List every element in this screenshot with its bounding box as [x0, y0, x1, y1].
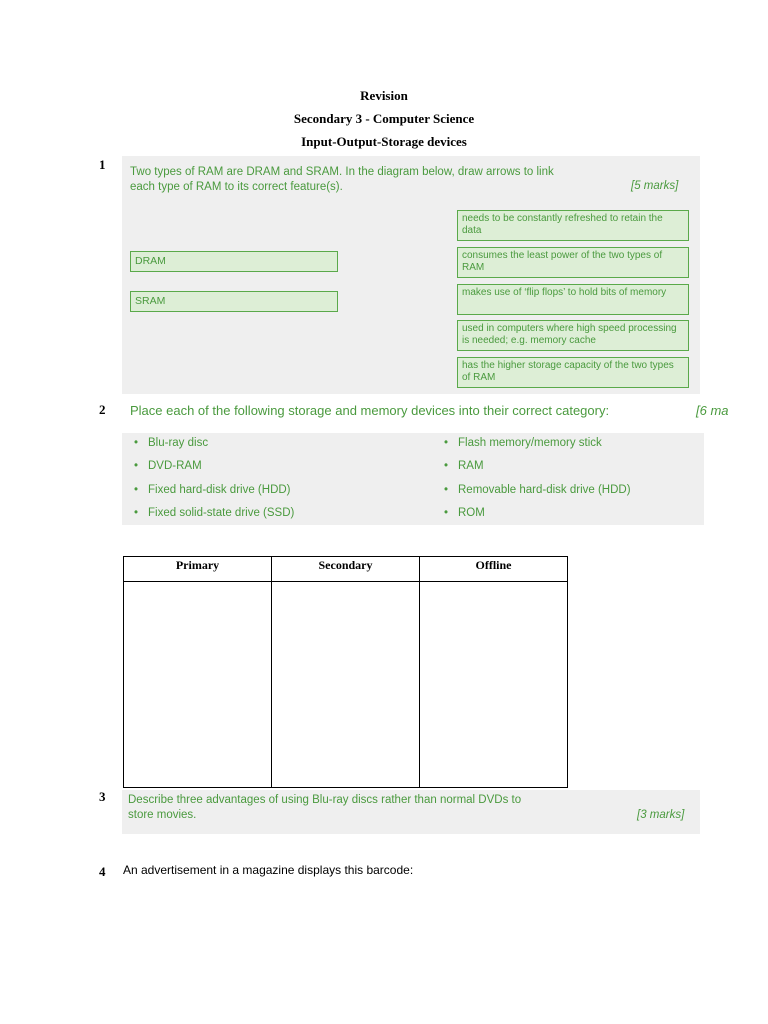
device-item: • RAM — [444, 460, 484, 472]
question-1-marks: [5 marks] — [631, 180, 679, 192]
question-4-text: An advertisement in a magazine displays this barcode: — [123, 863, 414, 877]
device-item: • Blu-ray disc — [134, 437, 209, 449]
question-2-marks: [6 ma — [696, 403, 729, 418]
ram-type-dram: DRAM — [130, 251, 338, 272]
device-item: • ROM — [444, 507, 485, 519]
device-item: • Removable hard-disk drive (HDD) — [444, 484, 631, 496]
question-3-marks: [3 marks] — [637, 809, 685, 821]
column-header-offline: Offline — [420, 557, 568, 582]
question-1-text-line1: Two types of RAM are DRAM and SRAM. In the diagram below, draw arrows to link — [130, 166, 554, 178]
title-revision: Revision — [360, 88, 408, 103]
device-item: • DVD-RAM — [134, 460, 202, 472]
ram-feature-2: consumes the least power of the two types of RAM — [457, 247, 689, 278]
question-4-number: 4 — [99, 864, 106, 879]
device-item: • Fixed solid-state drive (SSD) — [134, 507, 295, 519]
ram-type-sram: SRAM — [130, 291, 338, 312]
column-header-primary: Primary — [124, 557, 272, 582]
question-2-text: Place each of the following storage and memory devices into their correct category: — [130, 403, 610, 418]
category-table — [123, 556, 568, 788]
question-3-text-line1: Describe three advantages of using Blu-ray discs rather than normal DVDs to — [128, 794, 522, 806]
ram-feature-4: used in computers where high speed processing is needed; e.g. memory cache — [457, 320, 689, 351]
ram-feature-5: has the higher storage capacity of the two types of RAM — [457, 357, 689, 388]
answer-cell-offline[interactable] — [420, 582, 568, 788]
question-1-text-line2: each type of RAM to its correct feature(s). — [130, 181, 343, 193]
device-item: • Flash memory/memory stick — [444, 437, 602, 449]
question-2-number: 2 — [99, 402, 106, 417]
question-1-number: 1 — [99, 157, 106, 172]
ram-feature-1: needs to be constantly refreshed to retain the data — [457, 210, 689, 241]
title-topic: Input-Output-Storage devices — [301, 134, 467, 149]
answer-cell-secondary[interactable] — [272, 582, 420, 788]
answer-cell-primary[interactable] — [124, 582, 272, 788]
ram-feature-3: makes use of ‘flip flops’ to hold bits of memory — [457, 284, 689, 315]
column-header-secondary: Secondary — [272, 557, 420, 582]
title-subject: Secondary 3 - Computer Science — [293, 111, 475, 126]
device-item: • Fixed hard-disk drive (HDD) — [134, 484, 291, 496]
question-3-text-line2: store movies. — [128, 809, 197, 821]
question-3-number: 3 — [99, 789, 106, 804]
